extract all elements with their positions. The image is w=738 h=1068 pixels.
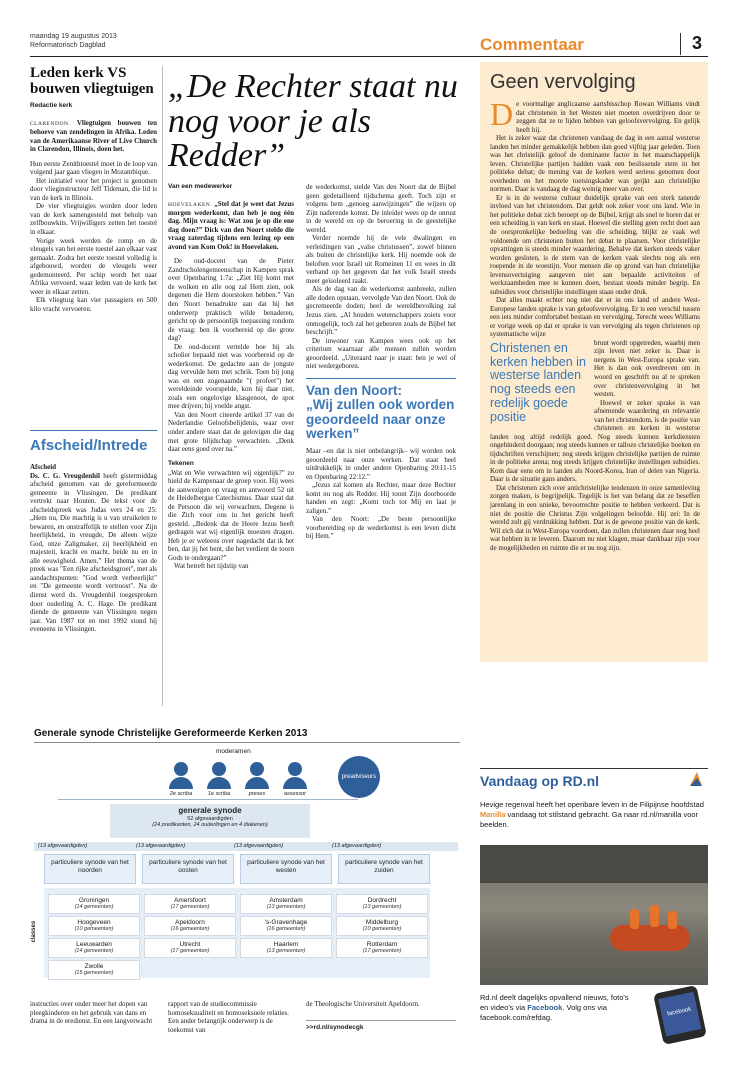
classis-box [144, 916, 236, 936]
rd-teaser [480, 800, 708, 829]
paragraph: Hun eerste Zenithtoestel moet in de loop van volgend jaar gaan vliegen in Mozambique. [30, 159, 157, 177]
commentary-body [490, 96, 700, 552]
phone-body [653, 985, 707, 1045]
article-afscheid [30, 463, 157, 634]
paragraph: Als de dag van de wederkomst aanbreekt, zullen alle doden opstaan, vervolgde Van den Noort. Ook de gecremeerde doden; heel de wereldbevolking zal Jezus zien. „Al houden wetenschappers zoiets voor onmogelijk, toch zal het gebeuren zoals de Bijbel het beschrijft.” [306, 285, 456, 337]
rd-text: . Volg ons via facebook.com/refdag. [480, 1002, 607, 1022]
classis-name: Leeuwarden [76, 941, 112, 948]
section-title: Commentaar [480, 35, 584, 54]
classis-count: (13 gemeenten) [362, 904, 402, 911]
section-afscheid-intrede: Afscheid/Intrede [30, 437, 148, 454]
classis-count: (15 gemeenten) [74, 970, 114, 977]
main-column-2 [306, 183, 456, 541]
classis-box [240, 938, 332, 958]
classis-box [144, 938, 236, 958]
connector-line [58, 799, 358, 800]
classis-count: (10 gemeenten) [362, 926, 402, 933]
article-lead: Vliegtuigen bouwen ten behoeve van zendelingen in Afrika. Leden van de Amerikaanse River of Live Church in Clarendon, Illinois, doen het. [30, 119, 157, 154]
gs-sub1: 52 afgevaardigden [187, 815, 233, 822]
photo-person [630, 909, 639, 929]
person-head [174, 762, 188, 776]
generale-synode-box [110, 804, 310, 838]
classis-name: Zwolle [84, 963, 104, 970]
lead-place: HOEVELAKEN. [168, 202, 213, 208]
ps-westen: particuliere synode van het westen [240, 854, 332, 884]
photo-person [650, 905, 659, 927]
page-number: 3 [692, 33, 703, 53]
paragraph: Elk vliegtuig kan vier passagiers en 500 kilo vracht vervoeren. [30, 296, 157, 313]
classis-name: Groningen [78, 897, 110, 904]
header-rule [30, 56, 708, 57]
afscheid-text: heeft gistermiddag afscheid genomen van de gereformeerde gemeente in Vlissingen. De predikant vertrekt naar Houten. De tekst voor de afscheidspreek was Judas vers 24 en 25: „Hem nu, Die machtig is u van struikelen te bewaren, en onstraffelijk te stellen voor Zijn heerlijkheid, in vreugde, De alleen wijze God, onze Zaligmaker, zij heerlijkheid en majesteit, kracht en macht, beide nu en in alle eeuwigheid. Amen.” Het thema van de preek was "Een rijke afscheidsgroet", met als aandachtspunten: "God wordt verheerlijkt" en "De gemeente wordt vertroost". Na de dienst werd ds. Vreugdenhil toegesproken door ouderling A. C. Hage. De predikant diende de gemeente van Vlissingen negen jaar. Van 1987 tot en met 1992 stond hij eveneens in Vlissingen. [30, 471, 157, 634]
article-vliegtuigen [30, 66, 157, 313]
classis-count: (14 gemeenten) [74, 904, 114, 911]
diagram-title: Generale synode Christelijke Gereformeerde Kerken 2013 [34, 728, 308, 739]
classes-axis-label: classes [31, 920, 38, 943]
delegates-label: (13 afgevaardigden) [234, 843, 284, 849]
rd-text: Rd.nl deelt dagelijks opvallend nieuws, foto's en video's via [480, 993, 629, 1012]
pull-quote-person: Van den Noort: [306, 382, 403, 398]
paragraph: Dat alles maakt echter nog niet dat er in ons land of andere West-Europese landen sprake is van geloofsvervolging. Er is een verschil tussen een iets minder comfortabel bestaan en vervolging. Terecht wees Williams er vorige week op dat er sprake is van vervolging als tegen christenen op systematische wijze [490, 296, 700, 339]
main-byline: Van een medewerker [168, 183, 233, 190]
lead-place: CLARENDON. [30, 121, 71, 128]
paragraph: Het initiatief voor het project is genomen door vlieginstructeur Jeff Tideman, die lid is van de kerk in Illinois. [30, 176, 157, 202]
pull-quote: „Wij zullen ook worden geoordeeld naar onze werken” [306, 397, 455, 442]
main-column-1 [168, 200, 294, 571]
link-rule [306, 1020, 456, 1021]
classis-box [336, 894, 428, 914]
rd-facebook-text [480, 993, 635, 1022]
paragraph: De oud-docent van de Pieter Zandtscholengemeenschap in Kampen sprak over Openbaring 1:7a: „Ziet Hij komt met de wolken en alle oog zal Hem zien, ook degenen die Hem doorstoken hebben.” Van den Noort benadrukte aan dat hij het onderwerp praktisch wilde benaderen, gericht op de persoonlijk toepassing rondom de vraag: ben ik voorbereid op die grote dag? [168, 257, 294, 343]
photo-person [668, 911, 677, 929]
classis-count: (17 gemeenten) [170, 948, 210, 955]
role-label: 1e scriba [207, 791, 231, 797]
classis-box [144, 894, 236, 914]
person-head [212, 762, 226, 776]
bottom-column-2: rapport van de studiecommissie homoseksualiteit en homoseksuele relaties. Een ander belangrijk onderwerp is de toekomst van [168, 1000, 289, 1034]
delegates-label: (13 afgevaardigden) [38, 843, 88, 849]
role-label: 2e scriba [169, 791, 193, 797]
paragraph: De inwoner van Kampen wees ook op het criterium waarnaar alle mensen zullen worden geoordeeld. „Uiteraard naar je staat: ben je wel of niet wedergeboren. [306, 336, 456, 371]
subhead: Tekenen [168, 459, 194, 467]
header-divider [680, 33, 681, 55]
rd-rule [480, 768, 708, 769]
gs-title: generale synode [178, 806, 242, 815]
classis-name: Amersfoort [174, 897, 206, 904]
ps-zuiden: particuliere synode van het zuiden [338, 854, 430, 884]
article-title: Leden kerk VS bouwen vliegtuigen [30, 65, 154, 97]
role-label: assessor [283, 791, 306, 797]
delegates-bar [34, 842, 458, 851]
classis-count: (17 gemeenten) [170, 904, 210, 911]
ps-noorden: particuliere synode van het noorden [44, 854, 136, 884]
rd-highlight[interactable]: Manilla [480, 809, 506, 819]
person-body [207, 777, 231, 789]
classis-name: Rotterdam [366, 941, 398, 948]
classis-count: (16 gemeenten) [170, 926, 210, 933]
delegates-label: (13 afgevaardigden) [332, 843, 382, 849]
afscheid-label: Afscheid [30, 463, 57, 471]
classis-name: Middelburg [365, 919, 399, 926]
article-byline: Redactie kerk [30, 101, 73, 109]
facebook-link[interactable]: Facebook [527, 1002, 563, 1012]
person-body [169, 777, 193, 789]
paragraph: De vier vliegtuigjes worden door leden van de kerk samengesteld met behulp van zelfbouwkits. Vrijwilligers zetten het toestel in elkaar. [30, 202, 157, 236]
person-body [283, 777, 307, 789]
issue-date: maandag 19 augustus 2013 [30, 33, 117, 40]
classis-box [240, 894, 332, 914]
person-body [245, 777, 269, 789]
bottom-column-1: instructies over onder meer het dopen van pleegkinderen en het gebruik van dans en drama in de eredienst. En een langverwacht [30, 1000, 153, 1026]
commentary-pull-quote: Christenen en kerken hebben in westerse landen nog steeds een redelijk goede positie [490, 340, 586, 424]
bottom-column-3: de Theologische Universiteit Apeldoorn. [306, 1000, 420, 1008]
rd-title: Vandaag op RD.nl [480, 773, 600, 789]
flood-photo [480, 845, 708, 985]
person-head [250, 762, 264, 776]
synod-link[interactable]: >>rd.nl/synodecgk [306, 1024, 364, 1031]
classis-count: (14 gemeenten) [74, 948, 114, 955]
rd-text: Hevige regenval heeft het openbare leven in de Filipijnse hoofdstad [480, 800, 704, 809]
classis-box [48, 938, 140, 958]
paragraph: bruut wordt opgetreden, waarbij men zijn leven niet zeker is. Daar is nergens in West-Europa sprake van. Het is dan ook overdreven om in woord en geschrift nu al te spreken over christenvervolging in het westen. [594, 338, 700, 399]
paragraph: Dat christenen zich over antichristelijke tendenzen in onze samenleving zorgen maken, is begrijpelijk. Tegelijk is het van belang dat ze beseffen jarenlang in een unieke, bevoorrechte positie te hebben verkeerd. Dat is niet de positie die Christus Zijn volgelingen beloofde. Hij zei: In de wereld zult gij verdrukking hebben. Dat is de gewone positie van de kerk. Wil zich dat in West-Europa voordoen, dan zullen christenen daar nog heel wat hebben in te leveren. Daarom nu niet klagen, maar dankbaar zijn voor de mogelijkheden en ruimte die er nu nog zijn. [490, 483, 700, 552]
section-rule [30, 430, 157, 431]
delegates-label: (13 afgevaardigden) [136, 843, 186, 849]
classis-name: Dordrecht [367, 897, 397, 904]
classis-count: (17 gemeenten) [362, 948, 402, 955]
paragraph: „Wat en Wie verwachten wij eigenlijk?” zo hield de Kampenaar de groep voor. Hij wees de aanwezigen op vraag en antwoord 52 uit de Heidelbergse Catechismus. Daar staat dat de Persoon die wij verwachten, Degene is die Zich voor ons in het gericht heeft gesteld. „Bedenk dat de Heere Jezus heeft gedragen wat wij eigenlijk moesten dragen. Heb je er weleens over nagedacht dat ik het ben, dat jij het bent, die het verdient de toorn Gods te ondergaan?” [168, 468, 294, 562]
phone-illustration [648, 985, 708, 1043]
classis-name: Utrecht [179, 941, 201, 948]
main-headline: „De Rechter staat nu nog voor je als Redder” [168, 68, 458, 175]
main-lead: „Stel dat je weet dat Jezus morgen wederkomt, dan heb je nog één dag. Mijn vraag is: Wat zou je op die ene dag doen?” Dick van den Noort stelde die vraag zaterdag tijdens een lezing op een avond van Kom Ook! in Hoevelaken. [168, 200, 295, 251]
role-label: preses [248, 791, 266, 797]
classis-name: Hoogeveen [77, 919, 111, 926]
paragraph: de wederkomst, stelde Van den Noort dat de Bijbel geen gedetailleerd tijdschema geeft. Toch zijn er volgens hem „genoeg aanwijzingen” die wijzen op Zijn naderende komst. De inleider wees op de onrust in de wereld en op de beroering in de geestelijke wereld. [306, 183, 456, 234]
moderamen-label: moderamen [216, 748, 251, 755]
newspaper-name: Reformatorisch Dagblad [30, 42, 106, 49]
person-head [288, 762, 302, 776]
classis-box [48, 960, 140, 980]
commentary-box [480, 62, 708, 662]
paragraph: Wat betreft het tijdstip van [174, 562, 249, 571]
gs-sub2: (24 predikanten, 24 ouderlingen en 4 diakenen) [152, 822, 268, 829]
photo-building [480, 845, 708, 883]
paragraph: „Jezus zal komen als Rechter, maar deze Rechter komt nu nog als Redder. Hij toont Zijn doorboorde handen en zegt: „Komt toch tot Mij en laat je zaligen.” [306, 481, 456, 515]
column-divider [162, 66, 163, 706]
drop-cap: D [490, 96, 514, 132]
paragraph: Maar –en dat is niet onbelangrijk– wij worden ook geoordeeld naar onze werken. Dat staat heel uitdrukkelijk in onder andere Openbaring 20:11-15 en Openbaring 22:12.” [306, 447, 456, 481]
paragraph: Verder noemde hij de vele dwalingen en verleidingen van „valse christussen”, zowel binnen als buiten de christelijke kerk. Hij noemde ook de beloften voor Israël uit Romeinen 11 en wees in dit verband op het gegeven dat het volk Israël steeds meer geïsoleerd raakt. [306, 234, 456, 285]
classis-name: Apeldoorn [175, 919, 205, 926]
classis-box [336, 938, 428, 958]
classis-box [240, 916, 332, 936]
classis-box [48, 916, 140, 936]
minister-name: Ds. C. G. Vreugdenhil [30, 471, 100, 480]
classis-box [48, 894, 140, 914]
paragraph: Het is zeker waar dat christenen vandaag de dag in een aantal westerse landen het minder gemakkelijk hebben dan goed vijftig jaar geleden. Toen was het christelijk geloof de dominante factor in het maatschappelijk leven. Christelijke partijen hadden vaak een beslissende stem in het politieke debat; de mening van de kerken werd serieus genomen door overheden en het morele toetsingskader was geijkt aan christelijke normen. Daar is vandaag de dag weinig meer van over. [490, 134, 700, 194]
paragraph: Er is in de westerse cultuur duidelijk sprake van een sterk tanende invloed van het christendom. Dat geldt ook zeker voor ons land. Wie in het politieke debat zich beroept op de Bijbel, krijgt als snel te horen dat er een scheiding is van kerk en staat. Hoewel die stelling geen recht doet aan de oorspronkelijke bedoeling van die scheiding, blijkt ze vaak wel voldoende om christenen buiten het debat te plaatsen. Voor christelijke opvattingen is steeds minder waardering. Behalve dat kerken steeds vaker worden gesloten, is de stem van de kerken vaak slechts nog als een roepende in de woestijn. Voor mensen die op grond van hun christelijke levensovertuiging aangeven niet aan bepaalde activiteiten of werkzaamheden mee te kunnen doen, bestaat steeds minder begrip. En subsidies voor christelijke instellingen staan onder druk. [490, 193, 700, 296]
paragraph: Vorige week werden de romp en de vleugels van het eerste toestel aan elkaar vast gemaakt. Zodra het eerste toestel volledig is afgebouwd, worden de vleugels weer gedemonteerd. Per schip wordt het naar Afrika vervoerd, waar leden van de kerk het weer in elkaar zetten. [30, 236, 157, 296]
paragraph: Van den Noort citeerde artikel 37 van de Nederlandse Geloofsbelijdenis, waar over onder andere staat dat de gelovigen die dag met grote blijdschap verwachten. „Denk daar eens goed over na.” [168, 410, 294, 454]
classis-name: 's-Gravenhage [264, 919, 308, 926]
classis-name: Amsterdam [269, 897, 303, 904]
photo-boat [610, 925, 690, 951]
paragraph: Van den Noort: „De beste persoonlijke voorbereiding op de wederkomst is een leven dicht bij Hem.” [306, 515, 456, 541]
classis-count: (13 gemeenten) [266, 904, 306, 911]
facebook-screen: facebook [658, 992, 701, 1037]
ps-oosten: particuliere synode van het oosten [142, 854, 234, 884]
diagram-rule [34, 742, 460, 743]
classis-count: (10 gemeenten) [74, 926, 114, 933]
rd-text: vandaag tot stilstand gebracht. Ga naar rd.nl/manilla voor beelden. [480, 809, 699, 829]
classis-count: (16 gemeenten) [266, 926, 306, 933]
paragraph: De oud-docent vertelde hoe hij als scholier bepaald niet was voorbereid op de wederkomst. De gedachte aan de jongste dag vervulde hem met schrik. Toen hij jong was en een zogenaamde "( profeet") het wereldeinde voorspelde, kon hij daar niet, zoals een ongelovige klasgenoot, de spot mee drijven; hij voelde angst. [168, 342, 294, 411]
paragraph: e voormalige anglicaanse aartsbisschop Rowan Williams vindt dat christenen in het Westen niet moeten overdrijven door te zeggen dat ze te lijden hebben van geloofsvervolging. En gelijk heeft hij. [516, 100, 700, 134]
commentary-title: Geen vervolging [490, 71, 636, 93]
classis-count: (13 gemeenten) [266, 948, 306, 955]
classis-name: Haarlem [273, 941, 299, 948]
preadviseurs-circle: preadviseurs [338, 756, 380, 798]
rd-logo-icon [688, 770, 704, 788]
synod-diagram [30, 728, 460, 978]
classis-box [336, 916, 428, 936]
paragraph: Hoewel er zeker sprake is van afnemende waardering en relevantie van het christendom, is de positie van christenen en kerken in westerse landen nog altijd redelijk goed. Nog steeds kunnen kerkdiensten ongehinderd doorgaan; nog steeds kunnen er talloze christelijke boeken en tijdschriften verschijnen; nog steeds krijgen christelijke partijen de ruimte in de politieke arena; nog steeds krijgen christelijke instellingen subsidies. Kom daar eens om in landen als Noord-Korea, Iran of delen van Nigeria. Daar is de situatie gans anders. [490, 398, 700, 484]
